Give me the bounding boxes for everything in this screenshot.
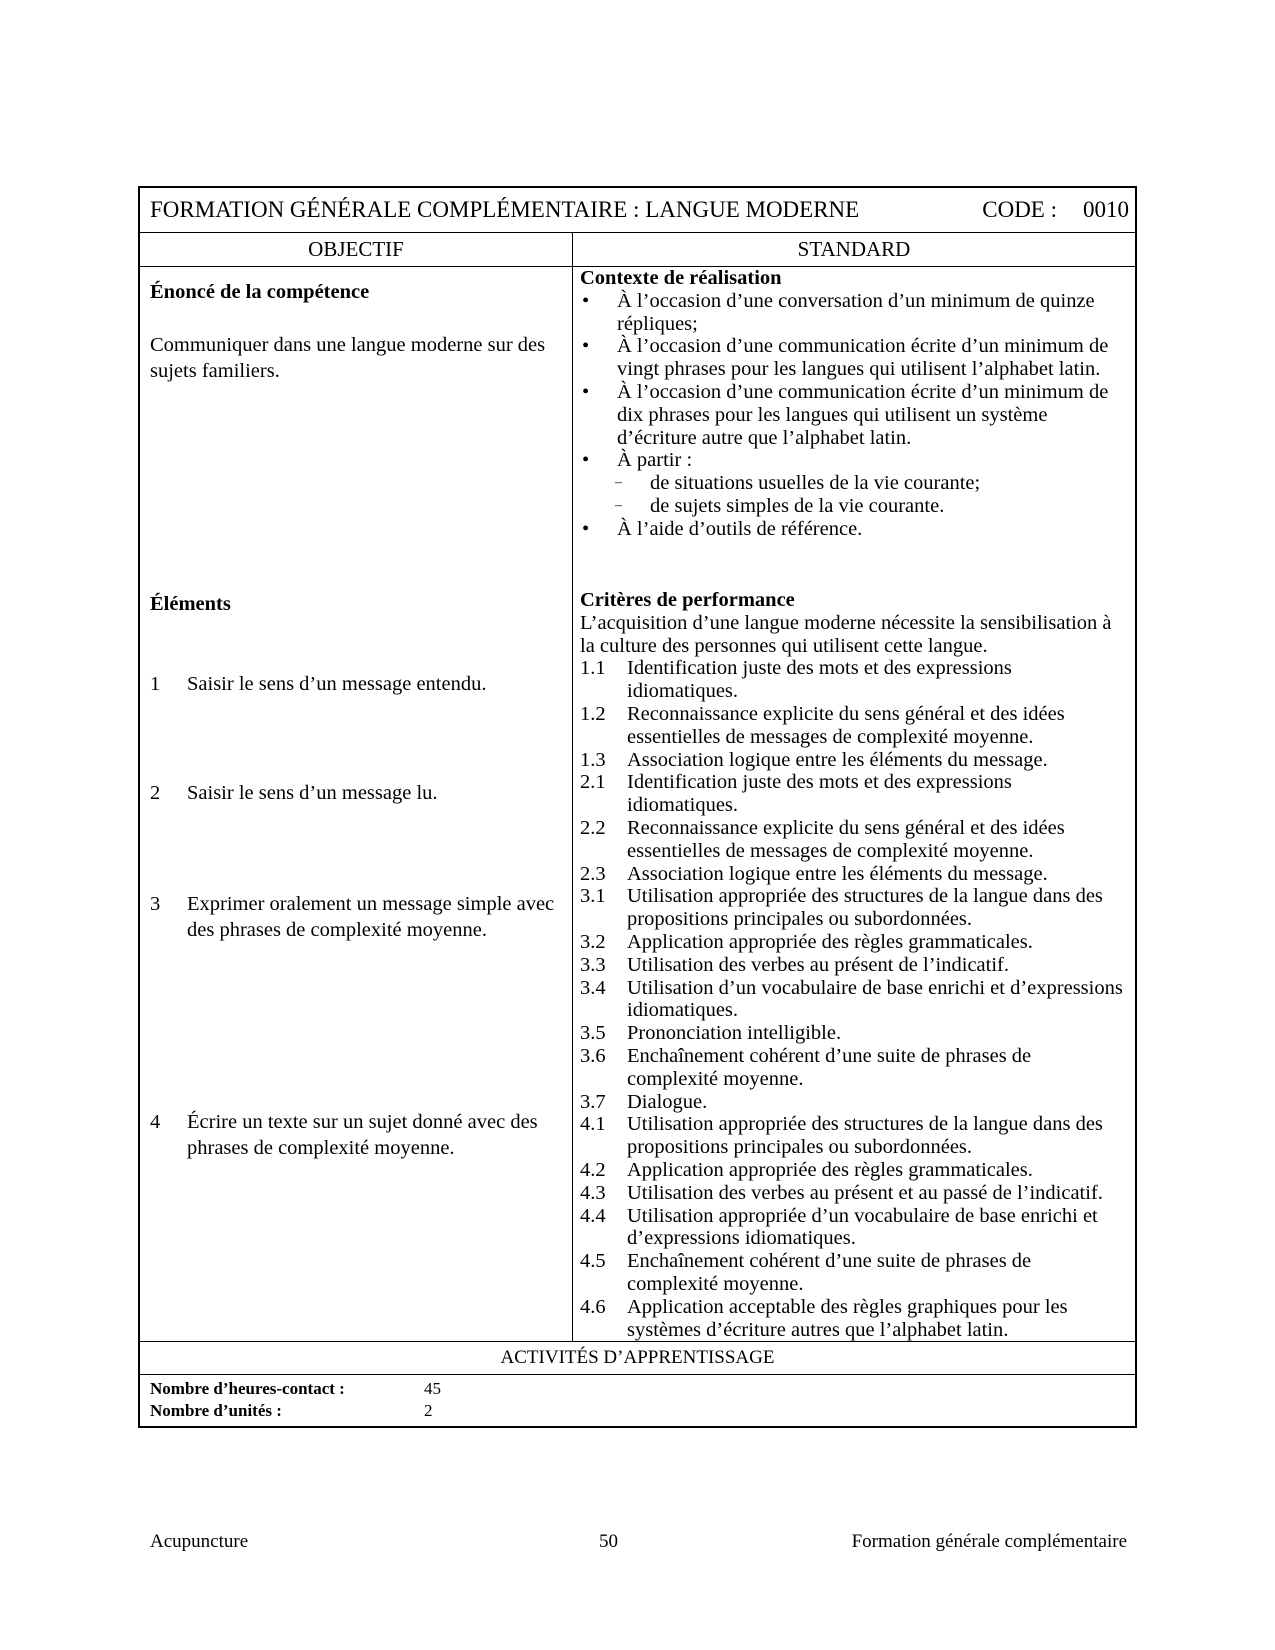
- contexte-subitem: – de sujets simples de la vie courante.: [615, 494, 945, 517]
- column-header-standard: STANDARD: [797, 237, 911, 261]
- critere-item: 3.1 Utilisation appropriée des structures de la langue dans des propositions principales ou subordonnées.: [580, 885, 1103, 931]
- bullet-icon: •: [582, 335, 590, 358]
- contexte-item: • À l’occasion d’une communication écrite d’un minimum de dix phrases pour les langues qui utilisent un système d’écriture autre que l’alphabet latin.: [582, 380, 1109, 449]
- code-group: [982, 197, 1129, 223]
- competency-table: [138, 186, 1137, 1428]
- critere-item: 3.5 Prononciation intelligible.: [580, 1022, 842, 1045]
- contexte-item: • À l’aide d’outils de référence.: [582, 517, 863, 540]
- critere-item: 4.6 Application acceptable des règles graphiques pour les systèmes d’écriture autres que l’alphabet latin.: [580, 1295, 1068, 1341]
- critere-item: 4.1 Utilisation appropriée des structures de la langue dans des propositions principales ou subordonnées.: [580, 1113, 1103, 1159]
- critere-item: 3.7 Dialogue.: [580, 1090, 708, 1113]
- element-item: 2 Saisir le sens d’un message lu.: [150, 782, 438, 804]
- elements-cell: [140, 583, 573, 1341]
- footer-section: Formation générale complémentaire: [851, 1531, 1127, 1552]
- unites-value: 2: [424, 1401, 433, 1421]
- contexte-heading: Contexte de réalisation: [580, 267, 782, 289]
- element-item: 1 Saisir le sens d’un message entendu.: [150, 673, 487, 695]
- activites-heading: ACTIVITÉS D’APPRENTISSAGE: [140, 1342, 1135, 1375]
- element-item: 3 Exprimer oralement un message simple avec des phrases de complexité moyenne.: [150, 893, 555, 941]
- critere-item: 2.2 Reconnaissance explicite du sens général et des idées essentielles de messages de complexité moyenne.: [580, 816, 1065, 862]
- critere-item: 2.1 Identification juste des mots et des expressions idiomatiques.: [580, 771, 1012, 817]
- heures-contact-label: Nombre d’heures-contact :: [150, 1379, 345, 1399]
- enonce-text: Communiquer dans une langue moderne sur des sujets familiers.: [150, 333, 546, 382]
- dash-icon: –: [615, 497, 622, 513]
- contexte-item: • À l’occasion d’une conversation d’un minimum de quinze répliques;: [582, 289, 1095, 335]
- heures-contact-line: [150, 1378, 1125, 1400]
- dash-icon: –: [615, 475, 622, 491]
- criteres-intro: L’acquisition d’une langue moderne nécessite la sensibilisation à la culture des personnes qui utilisent cette langue.: [580, 611, 1112, 657]
- footer-page-number: 50: [599, 1531, 618, 1552]
- contexte-cell: [573, 267, 1135, 583]
- footer-program: Acupuncture: [150, 1531, 249, 1552]
- heures-contact-value: 45: [424, 1379, 441, 1399]
- unites-label: Nombre d’unités :: [150, 1401, 282, 1421]
- column-headers: [140, 233, 1135, 267]
- critere-item: 4.3 Utilisation des verbes au présent et au passé de l’indicatif.: [580, 1181, 1103, 1204]
- critere-item: 3.4 Utilisation d’un vocabulaire de base enrichi et d’expressions idiomatiques.: [580, 976, 1123, 1022]
- activites-info: [140, 1375, 1135, 1426]
- bullet-icon: •: [582, 380, 590, 403]
- critere-item: 4.5 Enchaînement cohérent d’une suite de phrases de complexité moyenne.: [580, 1250, 1032, 1295]
- code-value: 0010: [1083, 197, 1129, 222]
- enonce-contexte-row: [140, 267, 1135, 583]
- unites-line: [150, 1400, 1125, 1422]
- code-label: CODE :: [982, 197, 1057, 222]
- element-item: 4 Écrire un texte sur un sujet donné avec des phrases de complexité moyenne.: [150, 1111, 538, 1159]
- column-header-objectif: OBJECTIF: [140, 233, 573, 266]
- bullet-icon: •: [582, 289, 590, 312]
- enonce-heading: Énoncé de la compétence: [150, 281, 370, 303]
- critere-item: 4.4 Utilisation appropriée d’un vocabulaire de base enrichi et d’expressions idiomatiques.: [580, 1204, 1098, 1250]
- criteres-heading: Critères de performance: [580, 589, 795, 611]
- critere-item: 1.2 Reconnaissance explicite du sens général et des idées essentielles de messages de complexité moyenne.: [580, 702, 1065, 748]
- critere-item: 3.2 Application appropriée des règles grammaticales.: [580, 930, 1033, 953]
- enonce-cell: [140, 267, 573, 583]
- critere-item: 1.1 Identification juste des mots et des expressions idiomatiques.: [580, 657, 1012, 703]
- contexte-subitem: – de situations usuelles de la vie courante;: [615, 472, 981, 495]
- critere-item: 3.6 Enchaînement cohérent d’une suite de phrases de complexité moyenne.: [580, 1044, 1032, 1090]
- table-title: FORMATION GÉNÉRALE COMPLÉMENTAIRE : LANGUE MODERNE: [150, 197, 860, 222]
- elements-criteres-row: [140, 583, 1135, 1342]
- elements-heading: Éléments: [150, 593, 231, 615]
- bullet-icon: •: [582, 449, 590, 472]
- criteres-cell: [573, 583, 1135, 1341]
- critere-item: 3.3 Utilisation des verbes au présent de l’indicatif.: [580, 953, 1009, 976]
- critere-item: 1.3 Association logique entre les éléments du message.: [580, 748, 1048, 771]
- contexte-item: • À l’occasion d’une communication écrite d’un minimum de vingt phrases pour les langues qui utilisent l’alphabet latin.: [582, 335, 1109, 381]
- page-footer: [150, 1531, 1127, 1553]
- bullet-icon: •: [582, 517, 590, 540]
- table-title-row: [140, 188, 1135, 233]
- critere-item: 2.3 Association logique entre les éléments du message.: [580, 862, 1048, 885]
- contexte-item: • À partir :: [582, 449, 693, 472]
- critere-item: 4.2 Application appropriée des règles grammaticales.: [580, 1158, 1033, 1181]
